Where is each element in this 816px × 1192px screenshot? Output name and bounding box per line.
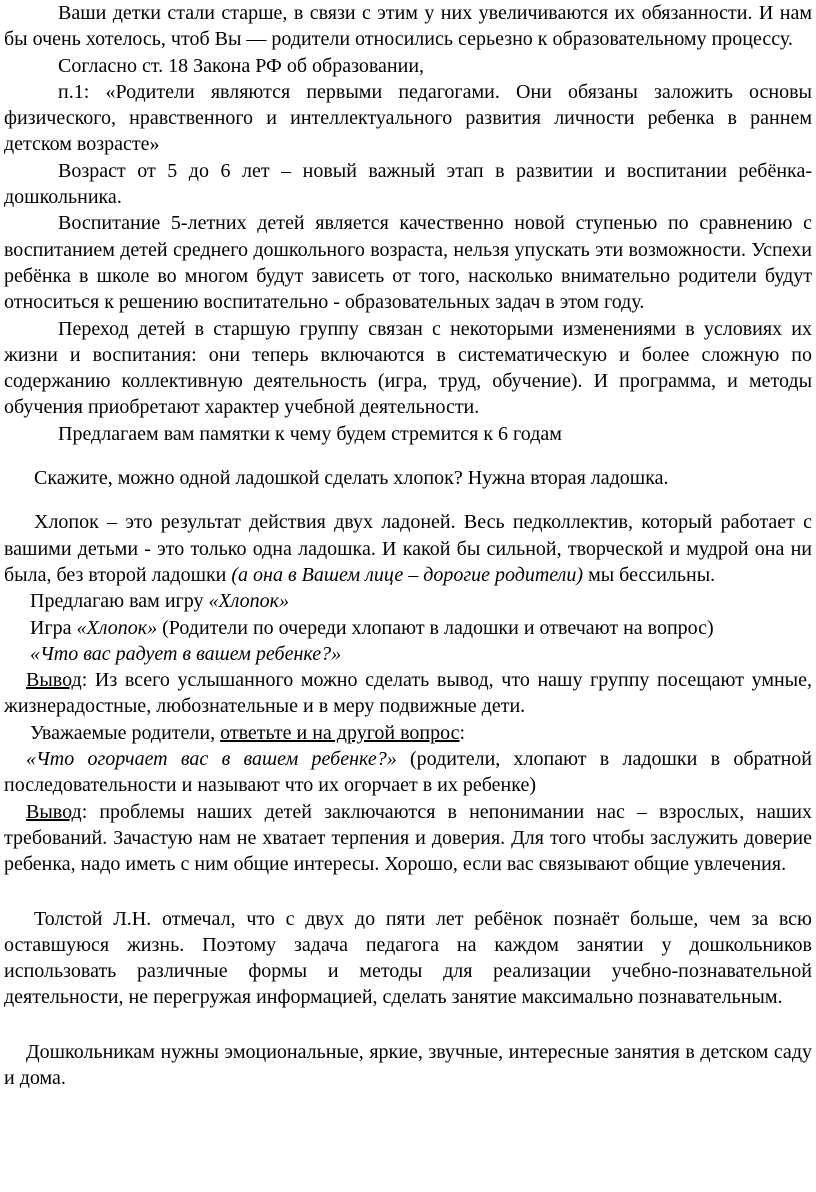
paragraph-conclusion-one	[4, 667, 812, 720]
question-joy-text: «Что вас радует в вашем ребенке?»	[30, 642, 342, 665]
conclusion-one-text: : Из всего услышанного можно сделать вывод, что нашу группу посещают умные, жизнерадостные, любознательные и в меру подвижные дети.	[4, 669, 812, 718]
question-sadness-text: «Что огорчает вас в вашем ребенке?»	[26, 748, 397, 771]
paragraph-age-stage: Возраст от 5 до 6 лет – новый важный этап в развитии и воспитании ребёнка-дошкольника.	[4, 159, 812, 209]
game-rules-name: «Хлопок»	[76, 616, 158, 639]
clap-explanation-end: мы бессильны.	[583, 563, 716, 586]
paragraph-question-joy	[4, 641, 812, 667]
paragraph-reminders: Предлагаем вам памятки к чему будем стремится к 6 годам	[58, 422, 562, 445]
paragraph-game-rules	[4, 615, 812, 641]
paragraph-clap-question: Скажите, можно одной ладошкой сделать хлопок? Нужна вторая ладошка.	[34, 467, 669, 490]
paragraph-clap-explanation	[4, 509, 812, 588]
paragraph-law-quote: п.1: «Родители являются первыми педагогами. Они обязаны заложить основы физического, нравственного и интеллектуального развития личности ребенка в раннем детском возрасте»	[4, 80, 812, 156]
conclusion-two-label: Вывод	[26, 800, 82, 823]
paragraph-game-offer	[4, 588, 812, 614]
document-page	[4, 0, 812, 1091]
conclusion-two-text: : проблемы наших детей заключаются в непонимании нас – взрослых, наших требований. Зачастую нам не хватает терпения и доверия. Для того чтобы заслужить доверие ребенка, надо иметь с ним общие интересы. Хорошо, если вас связывают общие увлечения.	[4, 800, 812, 876]
game-rules-text: (Родители по очереди хлопают в ладошки и отвечают на вопрос)	[157, 616, 714, 639]
paragraph-transition: Переход детей в старшую группу связан с некоторыми изменениями в условиях их жизни и воспитания: они теперь включаются в систематическую и более сложную по содержанию коллективную деятельность (игра, труд, обучение). И программа, и методы обучения приобретают характер учебной деятельности.	[4, 317, 812, 419]
paragraph-tolstoy: Толстой Л.Н. отмечал, что с двух до пяти лет ребёнок познаёт больше, чем за всю оставшуюся жизнь. Поэтому задача педагога на каждом занятии у дошкольников использовать различные формы и методы для реализации учебно-познавательной деятельности, не перегружая информацией, сделать занятие максимально познавательным.	[4, 907, 812, 1009]
paragraph-question-sadness	[4, 746, 812, 799]
paragraph-second-question-intro	[4, 720, 812, 746]
second-question-underlined: ответьте и на другой вопрос	[220, 721, 460, 744]
conclusion-one-label: Вывод	[26, 669, 82, 692]
paragraph-upbringing: Воспитание 5-летних детей является качественно новой ступенью по сравнению с воспитанием детей среднего дошкольного возраста, нельзя упускать эти возможности. Успехи ребёнка в школе во многом будут зависеть от того, насколько внимательно родители будут относиться к решению воспитательно - образовательных задач в этом году.	[4, 212, 812, 314]
paragraph-conclusion-two	[4, 799, 812, 878]
paragraph-intro: Ваши детки стали старше, в связи с этим у них увеличиваются их обязанности. И нам бы очень хотелось, чтоб Вы — родители относились серьезно к образовательному процессу.	[4, 2, 812, 51]
paragraph-preschoolers: Дошкольникам нужны эмоциональные, яркие, звучные, интересные занятия в детском саду и дома.	[4, 1040, 812, 1089]
question-sadness-note: (родители, хлопают в ладошки в обратной последовательности и называют что их огорчает в их ребенке)	[4, 748, 812, 797]
game-offer-name: «Хлопок»	[208, 590, 290, 613]
second-question-prefix: Уважаемые родители,	[30, 721, 221, 744]
clap-explanation-emphasis: (а она в Вашем лице – дорогие родители)	[231, 563, 584, 586]
game-offer-text: Предлагаю вам игру	[30, 590, 209, 613]
second-question-colon: :	[459, 721, 466, 744]
game-rules-prefix: Игра	[30, 616, 77, 639]
clap-explanation-text: Хлопок – это результат действия двух ладоней. Весь педколлектив, который работает с вашими детьми - это только одна ладошка. И какой бы сильной, творческой и мудрой она ни была, без второй ладошки	[4, 511, 812, 586]
paragraph-law-reference: Согласно ст. 18 Закона РФ об образовании,	[58, 54, 425, 77]
